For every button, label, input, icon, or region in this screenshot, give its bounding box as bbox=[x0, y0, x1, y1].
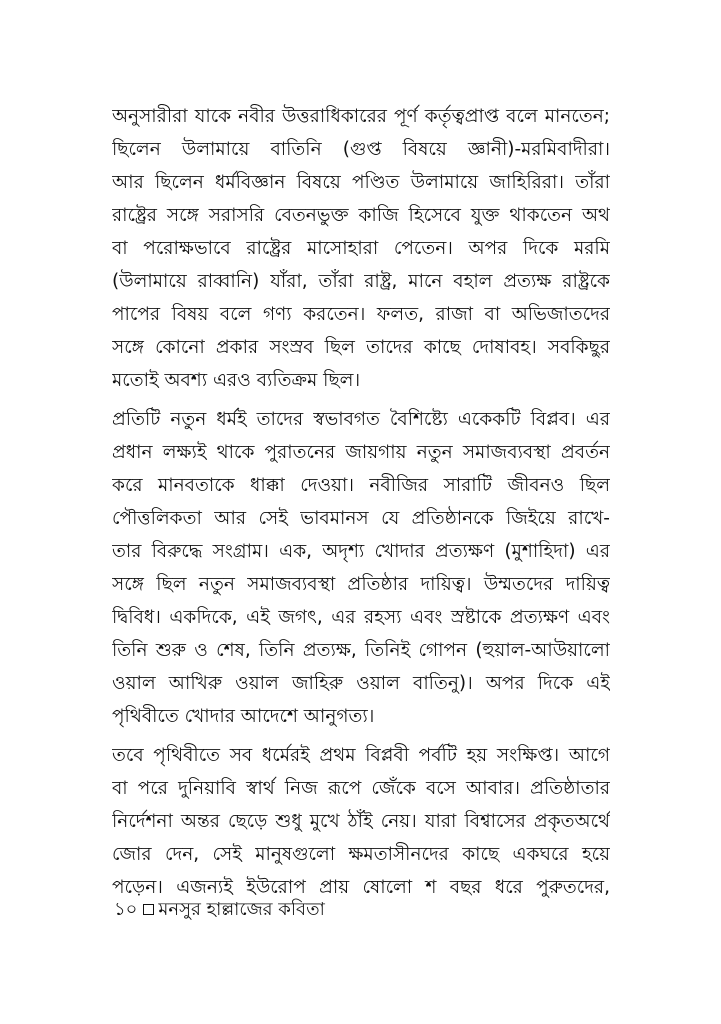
text-line: অনুসারীরা যাকে নবীর উত্তরাধিকারের পূর্ণ কর্তৃত্বপ্রাপ্ত বলে মানতেন; bbox=[112, 106, 610, 127]
text-line: প্রতিটি নতুন ধর্মই তাদের স্বভাবগত বৈশিষ্ট্যে একেকটি বিপ্লব। এর bbox=[112, 409, 610, 430]
text-line: মতোই অবশ্য এরও ব্যতিক্রম ছিল। bbox=[112, 370, 361, 391]
square-separator-icon bbox=[143, 904, 154, 915]
text-line: পৌত্তলিকতা আর সেই ভাবমানস যে প্রতিষ্ঠানকে জিইয়ে রাখে- bbox=[112, 508, 610, 529]
text-line: রাষ্ট্রের সঙ্গে সরাসরি বেতনভুক্ত কাজি হিসেবে যুক্ত থাকতেন অথ bbox=[112, 205, 610, 226]
text-line: জোর দেন, সেই মানুষগুলো ক্ষমতাসীনদের কাছে একঘরে হয়ে bbox=[112, 844, 610, 865]
text-line: তবে পৃথিবীতে সব ধর্মেরই প্রথম বিপ্লবী পর্বটি হয় সংক্ষিপ্ত। আগে bbox=[112, 745, 610, 766]
text-line: পাপের বিষয় বলে গণ্য করতেন। ফলত, রাজা বা অভিজাতদের bbox=[112, 304, 610, 325]
text-line: পৃথিবীতে খোদার আদেশে আনুগত্য। bbox=[112, 706, 375, 727]
text-line: ছিলেন উলামায়ে বাতিনি (গুপ্ত বিষয়ে জ্ঞানী)-মরমিবাদীরা। bbox=[112, 139, 610, 160]
text-line: দ্বিবিধ। একদিকে, এই জগৎ, এর রহস্য এবং স্রষ্টাকে প্রত্যক্ষণ এবং bbox=[112, 607, 610, 628]
text-line: তার বিরুদ্ধে সংগ্রাম। এক, অদৃশ্য খোদার প্রত্যক্ষণ (মুশাহিদা) এর bbox=[112, 541, 610, 562]
paragraph-2 bbox=[112, 403, 610, 733]
text-line: প্রধান লক্ষ্যই থাকে পুরাতনের জায়গায় নতুন সমাজব্যবস্থা প্রবর্তন bbox=[112, 442, 610, 463]
text-line: বা পরোক্ষভাবে রাষ্ট্রের মাসোহারা পেতেন। অপর দিকে মরমি bbox=[112, 238, 610, 259]
text-line: পড়েন। এজন্যই ইউরোপ প্রায় ষোলো শ বছর ধরে পুরুতদের, bbox=[112, 877, 610, 898]
text-line: করে মানবতাকে ধাক্কা দেওয়া। নবীজির সারাটি জীবনও ছিল bbox=[112, 475, 610, 496]
book-title: মনসুর হাল্লাজের কবিতা bbox=[158, 899, 325, 920]
text-line: (উলামায়ে রাব্বানি) যাঁরা, তাঁরা রাষ্ট্র, মানে বহাল প্রত্যক্ষ রাষ্ট্রকে bbox=[112, 271, 610, 292]
paragraph-3 bbox=[112, 739, 610, 904]
text-line: ওয়াল আখিরু ওয়াল জাহিরু ওয়াল বাতিনু)। অপর দিকে এই bbox=[112, 673, 610, 694]
body-text bbox=[112, 100, 610, 910]
text-line: নির্দেশনা অন্তর ছেড়ে শুধু মুখে ঠাঁই নেয়। যারা বিশ্বাসের প্রকৃতঅর্থে bbox=[112, 811, 610, 832]
text-line: তিনি শুরু ও শেষ, তিনি প্রত্যক্ষ, তিনিই গোপন (হুয়াল-আউয়ালো bbox=[112, 640, 610, 661]
text-line: সঙ্গে ছিল নতুন সমাজব্যবস্থা প্রতিষ্ঠার দায়িত্ব। উম্মতদের দায়িত্ব bbox=[112, 574, 610, 595]
text-line: সঙ্গে কোনো প্রকার সংস্রব ছিল তাদের কাছে দোষাবহ। সবকিছুর bbox=[112, 337, 610, 358]
page-number: ১০ bbox=[114, 899, 138, 920]
text-line: বা পরে দুনিয়াবি স্বার্থ নিজ রূপে জেঁকে বসে আবার। প্রতিষ্ঠাতার bbox=[112, 778, 610, 799]
paragraph-1 bbox=[112, 100, 610, 397]
text-line: আর ছিলেন ধর্মবিজ্ঞান বিষয়ে পণ্ডিত উলামায়ে জাহিরিরা। তাঁরা bbox=[112, 172, 610, 193]
page-footer bbox=[114, 895, 325, 925]
